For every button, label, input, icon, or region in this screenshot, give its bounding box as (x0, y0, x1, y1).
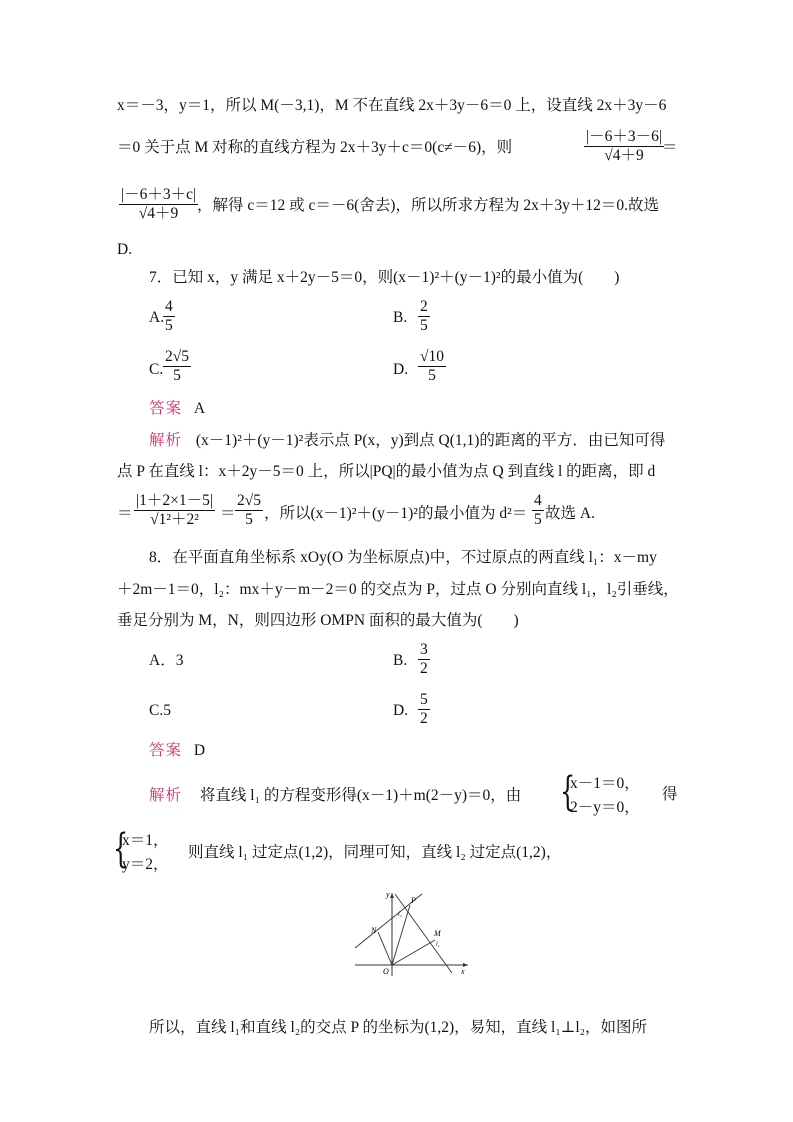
q8-option-b-label: B. (393, 652, 408, 669)
q7-exp3-end: 故选 A. (545, 505, 595, 522)
q7-option-c-label: C. (149, 361, 164, 378)
system-2-eq2: y＝2， (122, 856, 169, 873)
q7-d-den: 5 (428, 367, 436, 384)
geometry-figure (350, 888, 475, 978)
q7-b-den: 5 (420, 317, 428, 334)
answer-value: A (193, 400, 206, 417)
text-line-1: x＝－3，y＝1，所以 M(－3,1)，M 不在直线 2x＋3y－6＝0 上，设直线 2x＋3y－6 (117, 97, 667, 114)
question-8-line-2: ＋2m－1＝0，l₂：mx＋y－m－2＝0 的交点为 P，过点 O 分别向直线 l₁，l₂引垂线， (117, 581, 679, 598)
q7-option-a-fraction (163, 298, 175, 335)
fraction-2-num: |－6＋3＋c| (121, 186, 197, 203)
q7-exp-fraction-3 (532, 492, 544, 529)
q7-option-d-label: D. (393, 361, 409, 378)
q8-answer (149, 740, 205, 761)
system-2-eq1: x＝1， (122, 832, 169, 849)
q7-c-den: 5 (173, 367, 181, 384)
line-l1 (395, 894, 452, 973)
label-l2: l₂ (398, 912, 402, 918)
explanation-text: (x－1)²＋(y－1)²表示点 P(x，y)到点 Q(1,1)的距离的平方．由已知可得 (195, 432, 666, 449)
q7-exp-fraction-2 (235, 492, 263, 529)
explanation-text: 将直线 l₁ 的方程变形得(x－1)＋m(2－y)＝0，由 (199, 787, 522, 804)
system-brace-1: { (560, 769, 576, 815)
q7-option-c-fraction (163, 348, 191, 385)
q8-b-num: 3 (420, 641, 428, 658)
text-line-2: ＝0 关于点 M 对称的直线方程为 2x＋3y＋c＝0(c≠－6)，则 (117, 139, 513, 156)
label-p: P (411, 896, 416, 905)
exp-den3: 5 (534, 511, 542, 528)
q8-d-num: 5 (420, 691, 428, 708)
q7-b-num: 2 (420, 298, 428, 315)
text-line-3: ，解得 c＝12 或 c＝－6(舍去)，所以所求方程为 2x＋3y＋12＝0.故选 (197, 197, 659, 214)
label-o: O (383, 967, 389, 976)
question-8-line-1: 8．在平面直角坐标系 xOy(O 为坐标原点)中，不过原点的两直线 l₁：x－my (149, 549, 657, 566)
q7-exp3-eq: ＝ (117, 505, 133, 522)
text-line-4: D. (117, 241, 133, 258)
equals-sign: ＝ (662, 139, 678, 156)
q7-a-den: 5 (165, 317, 173, 334)
q7-a-num: 4 (165, 298, 173, 315)
q7-explanation-1 (149, 430, 665, 451)
segment-on (378, 932, 392, 965)
answer-label: 答案 (149, 399, 183, 417)
q8-option-d-label: D. (393, 702, 409, 719)
exp-den1: √1²＋2² (150, 511, 199, 528)
q7-d-num: √10 (420, 348, 445, 365)
explanation-label: 解析 (149, 786, 183, 804)
q8-option-d-fraction (418, 691, 430, 728)
fraction-2 (119, 186, 198, 223)
fraction-2-den: √4＋9 (138, 205, 179, 222)
label-l1: l₁ (436, 942, 440, 948)
label-x: x (461, 967, 465, 976)
question-8-line-3: 垂足分别为 M，N，则四边形 OMPN 面积的最大值为( ) (117, 612, 519, 629)
q8-d-den: 2 (420, 710, 428, 727)
fraction-1 (584, 128, 664, 165)
q7-option-a-label: A. (149, 309, 165, 326)
system-1-eq1: x－1＝0， (570, 775, 640, 792)
q7-option-d-fraction (418, 348, 446, 385)
q7-explanation-2: 点 P 在直线 l：x＋2y－5＝0 上，所以|PQ|的最小值为点 Q 到直线 l 的距离，即 d (117, 463, 656, 480)
q8-explanation-1 (149, 785, 521, 806)
system-brace-2: { (113, 826, 129, 872)
exp-den2: 5 (245, 511, 253, 528)
q8-explanation-2: 则直线 l₁ 过定点(1,2)，同理可知，直线 l₂ 过定点(1,2)， (188, 844, 562, 861)
answer-value: D (193, 742, 206, 759)
y-axis-arrow (390, 893, 394, 898)
explanation-label: 解析 (149, 431, 183, 449)
q7-exp3-text: ，所以(x－1)²＋(y－1)²的最小值为 d²＝ (264, 505, 528, 522)
label-n: N (371, 926, 377, 935)
exp-num1: |1＋2×1－5| (136, 492, 213, 509)
label-y: y (386, 890, 390, 899)
label-m: M (434, 929, 441, 938)
q8-option-a: A．3 (149, 652, 184, 669)
q8-option-b-fraction (418, 641, 430, 678)
answer-label: 答案 (149, 741, 183, 759)
q7-c-num: 2√5 (165, 348, 190, 365)
exp-num3: 4 (534, 492, 542, 509)
fraction-1-den: √4＋9 (604, 147, 644, 164)
q7-option-b-fraction (418, 298, 430, 335)
q7-option-b-label: B. (393, 309, 408, 326)
q8-final-line: 所以，直线 l₁和直线 l₂的交点 P 的坐标为(1,2)，易知，直线 l₁⊥l₂，如图所 (149, 1019, 648, 1036)
q7-answer (149, 398, 205, 419)
exp-num2: 2√5 (237, 492, 262, 509)
system-1-eq2: 2－y＝0， (570, 799, 640, 816)
q7-exp3-eq2: ＝ (220, 505, 236, 522)
question-7: 7．已知 x，y 满足 x＋2y－5＝0，则(x－1)²＋(y－1)²的最小值为( ) (149, 269, 620, 286)
fraction-1-num: |－6＋3－6| (586, 128, 662, 145)
q8-option-c: C.5 (149, 702, 171, 719)
q8-exp-de: 得 (662, 786, 678, 803)
q8-b-den: 2 (420, 660, 428, 677)
q7-exp-fraction-1 (134, 492, 215, 529)
